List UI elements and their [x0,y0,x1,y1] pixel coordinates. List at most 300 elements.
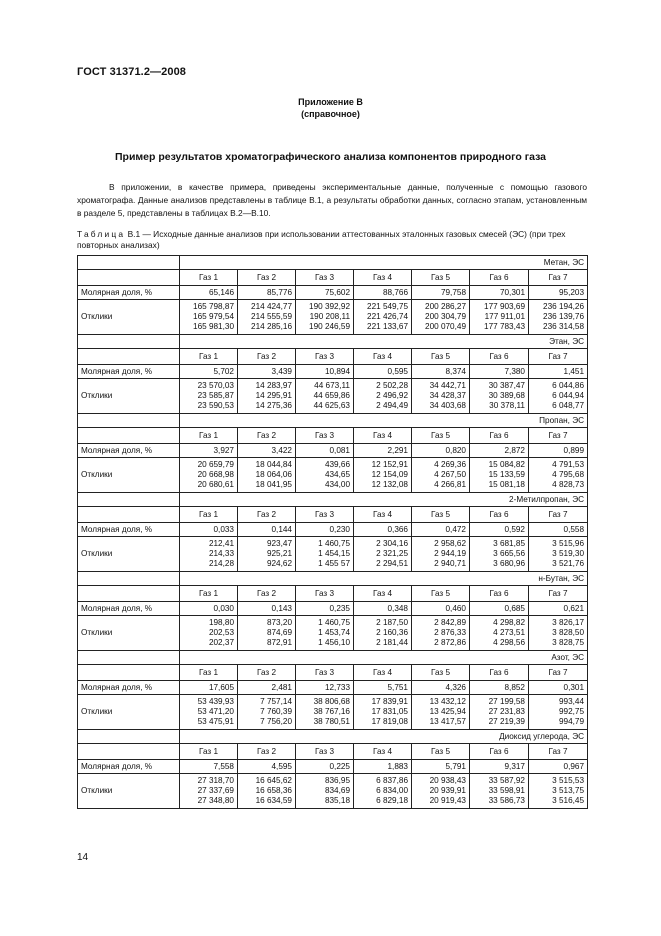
response-value: 38 780,51 [313,717,350,726]
responses-cell [470,537,529,572]
mol-fraction-value: 4,326 [412,681,470,695]
responses-cell [238,379,296,414]
responses-cell [296,774,354,809]
response-value: 2 872,86 [434,638,466,647]
responses-cell [180,300,238,335]
section-title-row [78,730,588,744]
responses-cell [296,616,354,651]
response-value: 177 911,01 [484,312,525,321]
gas-header: Газ 2 [238,270,296,286]
gas-header: Газ 5 [412,349,470,365]
gas-header: Газ 6 [470,665,529,681]
data-table [77,255,588,809]
response-value: 30 387,47 [488,381,525,390]
table-body [78,256,588,809]
response-value: 2 321,25 [376,549,408,558]
responses-label: Отклики [78,458,180,493]
mol-fraction-value: 75,602 [296,286,354,300]
response-value: 992,75 [558,707,585,716]
response-value: 1 454,15 [318,549,350,558]
response-value: 20 668,98 [197,470,234,479]
mol-fraction-value: 0,967 [529,760,588,774]
gas-header: Газ 4 [354,586,412,602]
empty-cell [78,270,180,286]
mol-fraction-value: 0,301 [529,681,588,695]
mol-fraction-value: 85,776 [238,286,296,300]
response-value: 4 298,56 [493,638,525,647]
responses-cell [296,695,354,730]
section-heading: Пример результатов хроматографического анализа компонентов природного газа [114,151,547,163]
response-value: 177 783,43 [484,322,525,331]
response-value: 924,62 [266,559,292,568]
empty-cell [78,428,180,444]
gas-header: Газ 7 [529,349,588,365]
responses-cell [529,695,588,730]
responses-cell [412,379,470,414]
gas-header: Газ 1 [180,270,238,286]
response-value: 190 246,59 [309,322,350,331]
responses-cell [238,695,296,730]
mol-fraction-value: 17,605 [180,681,238,695]
gas-header: Газ 6 [470,349,529,365]
mol-fraction-value: 0,225 [296,760,354,774]
response-value: 15 084,82 [488,460,525,469]
responses-cell [354,774,412,809]
response-value: 214 555,59 [251,312,292,321]
responses-cell [529,616,588,651]
response-value: 1 456,10 [318,638,350,647]
response-value: 994,79 [558,717,585,726]
mol-fraction-value: 0,235 [296,602,354,616]
response-value: 53 471,20 [197,707,234,716]
gas-header: Газ 1 [180,507,238,523]
response-value: 236 139,76 [543,312,585,321]
empty-cell [78,349,180,365]
gas-header: Газ 4 [354,665,412,681]
response-value: 236 194,26 [543,302,585,311]
responses-cell [296,300,354,335]
response-value: 6 044,86 [552,381,585,390]
mol-fraction-value: 0,033 [180,523,238,537]
gas-header: Газ 5 [412,586,470,602]
responses-cell [529,774,588,809]
gas-header-row [78,586,588,602]
gas-header: Газ 2 [238,586,296,602]
mol-fraction-value: 0,144 [238,523,296,537]
response-value: 27 199,58 [488,697,525,706]
responses-cell [354,616,412,651]
response-value: 6 829,18 [376,796,408,805]
response-value: 34 403,68 [429,401,466,410]
responses-cell [412,774,470,809]
response-value: 2 876,33 [434,628,466,637]
response-value: 12 132,08 [371,480,408,489]
mol-fraction-value: 5,791 [412,760,470,774]
responses-cell [529,300,588,335]
mol-fraction-value: 4,595 [238,760,296,774]
response-value: 3 681,85 [493,539,525,548]
response-value: 2 181,44 [376,638,408,647]
response-value: 834,69 [324,786,350,795]
response-value: 200 286,27 [425,302,466,311]
response-value: 23 585,87 [197,391,234,400]
mol-fraction-label: Молярная доля, % [78,681,180,695]
response-value: 2 496,92 [376,391,408,400]
response-value: 165 798,87 [193,302,234,311]
mol-fraction-value: 3,927 [180,444,238,458]
mol-fraction-value: 0,592 [470,523,529,537]
response-value: 214 424,77 [251,302,292,311]
gas-header-row [78,507,588,523]
response-value: 190 208,11 [309,312,350,321]
gas-header: Газ 6 [470,586,529,602]
response-value: 53 439,93 [197,697,234,706]
responses-cell [180,458,238,493]
mol-fraction-value: 79,758 [412,286,470,300]
response-value: 2 940,71 [434,559,466,568]
response-value: 17 839,91 [371,697,408,706]
response-value: 200 304,79 [425,312,466,321]
response-value: 14 283,97 [255,381,292,390]
empty-cell [78,651,180,665]
response-value: 236 314,58 [543,322,585,331]
response-value: 44 659,86 [313,391,350,400]
gas-header: Газ 6 [470,428,529,444]
gas-header: Газ 5 [412,270,470,286]
gas-header: Газ 4 [354,428,412,444]
mol-fraction-value: 3,422 [238,444,296,458]
response-value: 15 133,59 [488,470,525,479]
response-value: 1 460,75 [318,539,350,548]
mol-fraction-value: 65,146 [180,286,238,300]
responses-cell [470,458,529,493]
responses-label: Отклики [78,537,180,572]
response-value: 6 044,94 [552,391,585,400]
response-value: 872,91 [266,638,292,647]
response-value: 7 760,39 [260,707,292,716]
empty-cell [78,414,180,428]
mol-fraction-value: 5,702 [180,365,238,379]
responses-label: Отклики [78,300,180,335]
response-value: 15 081,18 [488,480,525,489]
gas-header: Газ 3 [296,507,354,523]
mol-fraction-value: 0,348 [354,602,412,616]
response-value: 3 515,96 [552,539,585,548]
response-value: 3 519,30 [552,549,585,558]
gas-header: Газ 4 [354,270,412,286]
section-title: н-Бутан, ЭС [180,572,588,586]
section-title: Метан, ЭС [180,256,588,270]
response-value: 3 513,75 [552,786,585,795]
mol-fraction-value: 0,820 [412,444,470,458]
mol-fraction-value: 0,366 [354,523,412,537]
section-title-row [78,651,588,665]
mol-fraction-value: 0,685 [470,602,529,616]
mol-fraction-row [78,286,588,300]
gas-header: Газ 3 [296,586,354,602]
mol-fraction-value: 2,291 [354,444,412,458]
response-value: 7 757,14 [260,697,292,706]
mol-fraction-value: 0,899 [529,444,588,458]
gas-header: Газ 3 [296,270,354,286]
response-value: 13 425,94 [429,707,466,716]
mol-fraction-value: 0,143 [238,602,296,616]
table-caption-label: Таблица [77,229,126,239]
response-value: 17 831,05 [371,707,408,716]
response-value: 439,66 [324,460,350,469]
response-value: 165 979,54 [193,312,234,321]
response-value: 4 795,68 [552,470,585,479]
response-value: 23 590,53 [197,401,234,410]
responses-cell [180,695,238,730]
responses-cell [354,379,412,414]
response-value: 177 903,69 [484,302,525,311]
responses-cell [470,695,529,730]
response-value: 38 767,16 [313,707,350,716]
responses-cell [470,379,529,414]
responses-cell [296,458,354,493]
gas-header: Газ 5 [412,744,470,760]
response-value: 44 673,11 [314,381,350,390]
response-value: 874,69 [266,628,292,637]
responses-cell [180,379,238,414]
response-value: 16 658,36 [255,786,292,795]
document-header: ГОСТ 31371.2—2008 [77,66,187,78]
gas-header: Газ 5 [412,507,470,523]
gas-header-row [78,349,588,365]
mol-fraction-value: 7,380 [470,365,529,379]
response-value: 165 981,30 [193,322,234,331]
response-value: 34 442,71 [429,381,466,390]
response-value: 221 426,74 [367,312,408,321]
mol-fraction-label: Молярная доля, % [78,523,180,537]
response-value: 190 392,92 [309,302,350,311]
response-value: 212,41 [208,539,234,548]
response-value: 1 460,75 [318,618,350,627]
response-value: 14 295,91 [255,391,292,400]
responses-cell [180,537,238,572]
response-value: 200 070,49 [425,322,466,331]
mol-fraction-value: 10,894 [296,365,354,379]
mol-fraction-value: 8,374 [412,365,470,379]
responses-cell [180,616,238,651]
gas-header: Газ 6 [470,744,529,760]
response-value: 2 160,36 [376,628,408,637]
mol-fraction-value: 0,595 [354,365,412,379]
responses-row [78,300,588,335]
empty-cell [78,572,180,586]
gas-header: Газ 2 [238,349,296,365]
mol-fraction-label: Молярная доля, % [78,286,180,300]
section-title: 2-Метилпропан, ЭС [180,493,588,507]
responses-cell [180,774,238,809]
response-value: 4 828,73 [552,480,585,489]
mol-fraction-value: 0,030 [180,602,238,616]
response-value: 836,95 [324,776,350,785]
responses-cell [529,537,588,572]
mol-fraction-value: 1,451 [529,365,588,379]
gas-header: Газ 7 [529,665,588,681]
response-value: 33 587,92 [488,776,525,785]
gas-header: Газ 7 [529,507,588,523]
response-value: 202,53 [208,628,234,637]
response-value: 925,21 [266,549,292,558]
response-value: 198,80 [208,618,234,627]
mol-fraction-value: 88,766 [354,286,412,300]
table-caption [77,229,587,251]
mol-fraction-row [78,523,588,537]
page-number: 14 [77,852,89,863]
response-value: 2 958,62 [434,539,466,548]
response-value: 835,18 [324,796,350,805]
mol-fraction-value: 0,081 [296,444,354,458]
gas-header: Газ 4 [354,744,412,760]
response-value: 2 944,19 [434,549,466,558]
mol-fraction-row [78,365,588,379]
responses-cell [354,695,412,730]
mol-fraction-value: 7,558 [180,760,238,774]
gas-header: Газ 5 [412,428,470,444]
mol-fraction-label: Молярная доля, % [78,444,180,458]
gas-header: Газ 7 [529,744,588,760]
response-value: 18 064,06 [255,470,292,479]
responses-row [78,695,588,730]
response-value: 923,47 [266,539,292,548]
section-title-row [78,414,588,428]
response-value: 4 269,36 [434,460,466,469]
mol-fraction-value: 5,751 [354,681,412,695]
section-title-row [78,335,588,349]
section-title-row [78,256,588,270]
mol-fraction-value: 8,852 [470,681,529,695]
response-value: 20 680,61 [197,480,234,489]
response-value: 44 625,63 [313,401,350,410]
empty-cell [78,586,180,602]
response-value: 3 521,76 [552,559,585,568]
mol-fraction-value: 3,439 [238,365,296,379]
gas-header: Газ 6 [470,270,529,286]
responses-cell [412,537,470,572]
gas-header: Газ 1 [180,665,238,681]
response-value: 13 432,12 [429,697,466,706]
empty-cell [78,665,180,681]
table-caption-text: В.1 — Исходные данные анализов при использовании аттестованных эталонных газовых смесей (ЭС) (при трех повторных анализах) [77,229,566,250]
gas-header: Газ 7 [529,270,588,286]
responses-cell [412,695,470,730]
response-value: 30 378,11 [489,401,525,410]
mol-fraction-value: 9,317 [470,760,529,774]
gas-header: Газ 1 [180,586,238,602]
responses-cell [238,458,296,493]
response-value: 18 044,84 [255,460,292,469]
response-value: 1 455 57 [318,559,350,568]
response-value: 2 502,28 [376,381,408,390]
mol-fraction-label: Молярная доля, % [78,602,180,616]
response-value: 30 389,68 [488,391,525,400]
response-value: 4 267,50 [434,470,466,479]
responses-cell [354,458,412,493]
response-value: 27 231,83 [488,707,525,716]
response-value: 214 285,16 [251,322,292,331]
response-value: 993,44 [558,697,585,706]
mol-fraction-row [78,444,588,458]
response-value: 6 837,86 [376,776,408,785]
appendix-block [0,96,661,120]
response-value: 2 494,49 [376,401,408,410]
response-value: 23 570,03 [197,381,234,390]
response-value: 434,65 [324,470,350,479]
section-title: Пропан, ЭС [180,414,588,428]
gas-header-row [78,270,588,286]
empty-cell [78,507,180,523]
response-value: 2 187,50 [376,618,408,627]
responses-label: Отклики [78,774,180,809]
empty-cell [78,335,180,349]
empty-cell [78,493,180,507]
response-value: 3 680,96 [493,559,525,568]
gas-header: Газ 1 [180,744,238,760]
gas-header: Газ 7 [529,428,588,444]
response-value: 18 041,95 [255,480,292,489]
response-value: 34 428,37 [429,391,466,400]
empty-cell [78,730,180,744]
responses-cell [296,537,354,572]
gas-header: Газ 1 [180,349,238,365]
appendix-title: Приложение В [298,97,363,107]
mol-fraction-label: Молярная доля, % [78,760,180,774]
mol-fraction-value: 2,481 [238,681,296,695]
gas-header: Газ 2 [238,428,296,444]
responses-cell [238,300,296,335]
section-title: Азот, ЭС [180,651,588,665]
response-value: 3 665,56 [493,549,525,558]
response-value: 12 154,09 [371,470,408,479]
responses-row [78,537,588,572]
response-value: 16 634,59 [255,796,292,805]
response-value: 4 273,51 [493,628,525,637]
response-value: 33 586,73 [488,796,525,805]
responses-row [78,458,588,493]
responses-cell [296,379,354,414]
responses-row [78,616,588,651]
gas-header: Газ 4 [354,349,412,365]
response-value: 33 598,91 [488,786,525,795]
gas-header-row [78,428,588,444]
section-title-row [78,572,588,586]
section-title: Диоксид углерода, ЭС [180,730,588,744]
response-value: 12 152,91 [371,460,408,469]
gas-header: Газ 3 [296,744,354,760]
response-value: 13 417,57 [429,717,466,726]
gas-header-row [78,744,588,760]
response-value: 3 828,50 [552,628,585,637]
gas-header: Газ 7 [529,586,588,602]
mol-fraction-value: 0,621 [529,602,588,616]
response-value: 1 453,74 [318,628,350,637]
mol-fraction-value: 0,230 [296,523,354,537]
response-value: 38 806,68 [313,697,350,706]
response-value: 3 515,53 [552,776,585,785]
response-value: 2 304,16 [376,539,408,548]
gas-header: Газ 3 [296,428,354,444]
response-value: 6 048,77 [552,401,585,410]
response-value: 7 756,20 [260,717,292,726]
appendix-subtitle: (справочное) [301,109,360,119]
mol-fraction-value: 0,472 [412,523,470,537]
responses-cell [412,458,470,493]
response-value: 4 266,81 [434,480,466,489]
responses-cell [412,300,470,335]
